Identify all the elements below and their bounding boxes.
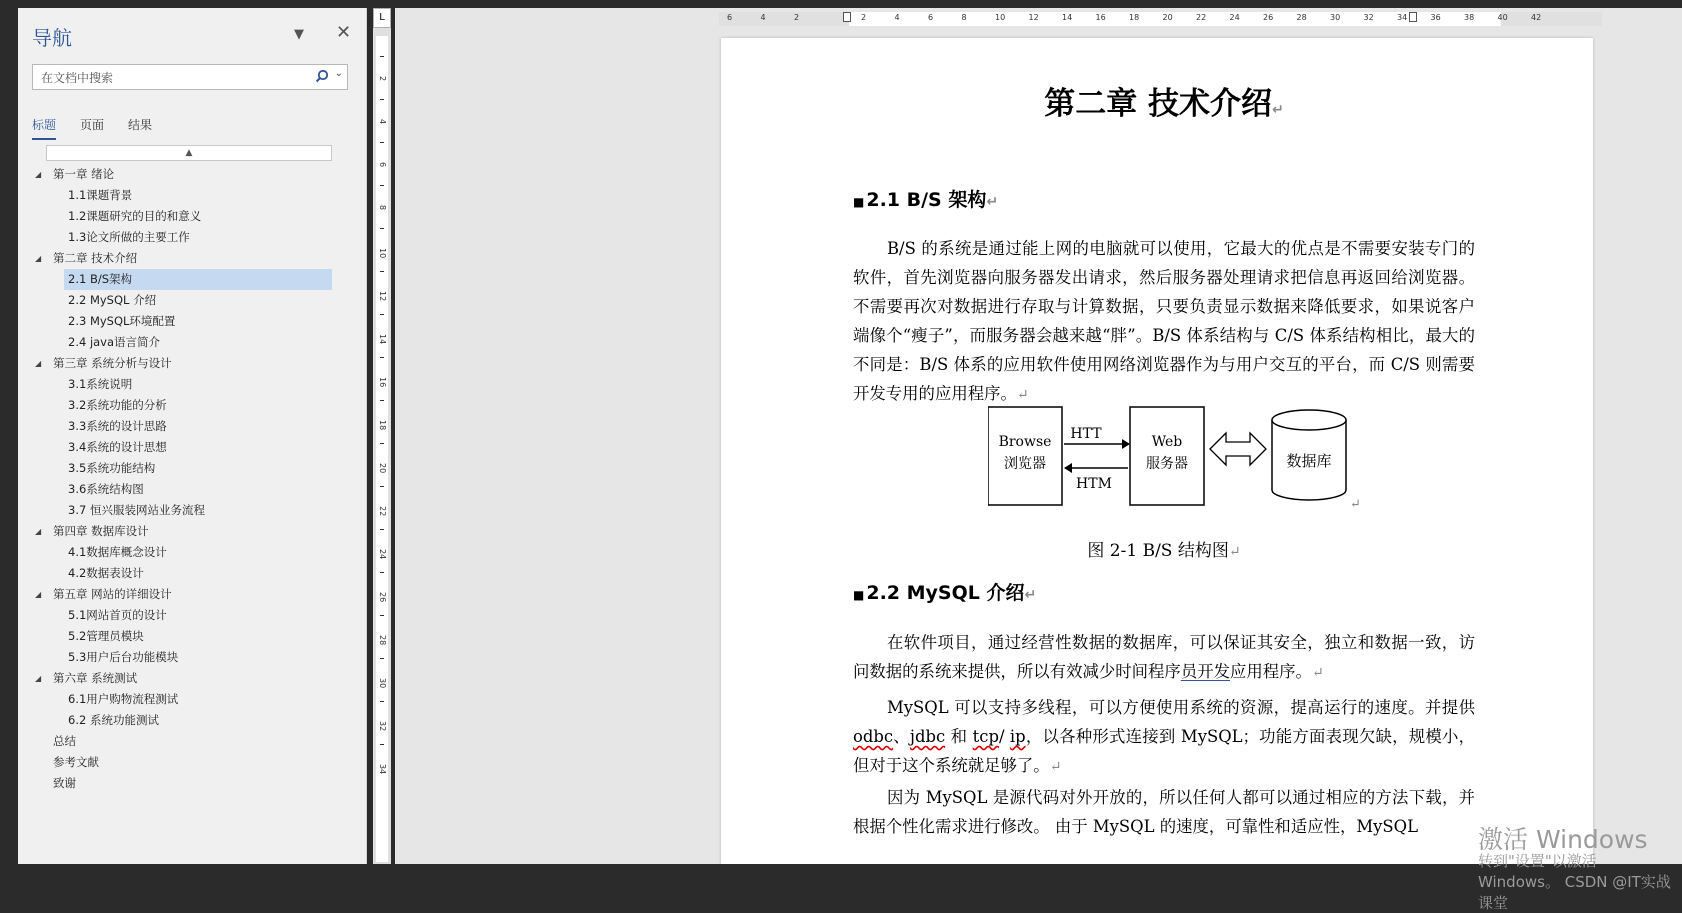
search-icon[interactable] (315, 69, 329, 83)
spelling-flag-odbc[interactable]: odbc (853, 727, 894, 746)
nav-heading-label: 总结 (53, 734, 76, 748)
paragraph-mark: ↵ (1350, 497, 1361, 512)
paragraph-text: 在软件项目，通过经营性数据的数据库，可以保证其安全，独立和数据一致，访问数据的系统来提供，所以有效减少时间程序 (853, 633, 1475, 681)
nav-heading-item[interactable] (18, 710, 366, 731)
ruler-tick-label: 40 (1497, 13, 1508, 22)
ruler-tick-label: 28 (1296, 13, 1307, 22)
response-arrowhead (1064, 463, 1072, 473)
document-page[interactable] (721, 38, 1593, 864)
paragraph-text: B/S 的系统是通过能上网的电脑就可以使用，它最大的优点是不需要安装专门的软件，首先浏览器向服务器发出请求，然后服务器处理请求把信息再返回给浏览器。不需要再次对数据进行存取与计算数据，只要负责显示数据来降低要求，如果说客户端像个“瘦子”，而服务器会越来越“胖”。B/S 体系结构与 C/S 体系结构相比，最大的不同是：B/S 体系的应用软件使用网络浏览器作为与用户交互的平台，而 C/S 则需要开发专用的应用程序。 (853, 239, 1475, 403)
paragraph-mark: ↵ (1049, 759, 1062, 775)
paragraph-text: / (998, 727, 1010, 746)
nav-heading-item[interactable] (18, 521, 366, 542)
nav-heading-item[interactable] (18, 605, 366, 626)
expand-triangle-icon[interactable]: ◢ (35, 359, 42, 368)
ruler-tick-label: 8 (961, 13, 967, 22)
paragraph-mark: ↵ (1024, 587, 1037, 603)
ruler-tick-label: 26 (378, 592, 387, 603)
ruler-tick-label: 6 (378, 162, 387, 168)
paragraph-text: 因为 MySQL 是源代码对外开放的，所以任何人都可以通过相应的方法下载，并根据个性化需求进行修改。 由于 MySQL 的速度，可靠性和适应性，MySQL (853, 788, 1475, 836)
paragraph-text: 、 (893, 727, 910, 746)
ruler-tick-label: 4 (760, 13, 766, 22)
browser-label-line2: 浏览器 (1004, 456, 1046, 472)
ruler-tick-label: 18 (378, 420, 387, 431)
nav-heading-label: 致谢 (53, 776, 76, 790)
ruler-tick-label: 24 (1229, 13, 1240, 22)
double-arrow-icon (1210, 433, 1266, 465)
paragraph-text: 应用程序。 (1229, 662, 1312, 681)
document-area (395, 8, 1682, 864)
nav-heading-item[interactable] (18, 647, 366, 668)
ruler-tick-mark (380, 56, 384, 57)
nav-heading-label: 2.3 MySQL环境配置 (68, 314, 176, 328)
ruler-tick-mark (380, 357, 384, 358)
ruler-tick-label: 34 (378, 764, 387, 775)
body-paragraph-1 (853, 234, 1475, 410)
ruler-tick-label: 8 (378, 205, 387, 211)
expand-triangle-icon[interactable]: ◢ (35, 170, 42, 179)
ruler-tick-mark (380, 658, 384, 659)
server-label-line1: Web (1151, 434, 1183, 450)
nav-heading-label: 第三章 系统分析与设计 (53, 356, 172, 370)
response-label: HTM (1076, 476, 1112, 492)
ruler-tick-label: 32 (378, 721, 387, 732)
chapter-title (853, 78, 1475, 123)
ruler-tick-mark (380, 314, 384, 315)
ruler-tick-label: 38 (1464, 13, 1475, 22)
nav-heading-item[interactable] (18, 206, 366, 227)
body-paragraph-4 (853, 783, 1475, 841)
nav-heading-item[interactable] (18, 332, 366, 353)
ruler-tick-label: 34 (1397, 13, 1408, 22)
nav-heading-item[interactable] (18, 227, 366, 248)
nav-heading-item[interactable] (18, 437, 366, 458)
ruler-tick-label: 14 (1062, 13, 1073, 22)
figure-caption-text: 图 2-1 B/S 结构图 (1087, 541, 1229, 561)
nav-heading-label: 3.2系统功能的分析 (68, 398, 167, 412)
nav-heading-label: 6.2 系统功能测试 (68, 713, 159, 727)
navigation-pane (18, 8, 367, 864)
ruler-tick-mark (380, 271, 384, 272)
right-indent-marker[interactable] (1409, 12, 1417, 22)
bullet-dot-icon: ■ (853, 195, 865, 209)
expand-triangle-icon[interactable]: ◢ (35, 527, 42, 536)
server-label-line2: 服务器 (1146, 456, 1188, 472)
ruler-tick-label: 32 (1363, 13, 1374, 22)
ruler-tick-mark (380, 572, 384, 573)
tab-selector-button[interactable]: L (373, 8, 391, 28)
tab-pages[interactable]: 页面 (80, 118, 105, 132)
nav-heading-item[interactable] (18, 185, 366, 206)
nav-heading-item[interactable] (18, 248, 366, 269)
database-cylinder-top (1272, 410, 1346, 430)
paragraph-mark: ↵ (1228, 544, 1241, 560)
nav-heading-item[interactable] (18, 542, 366, 563)
paragraph-mark: ↵ (1016, 387, 1029, 403)
bullet-dot-icon: ■ (853, 588, 865, 602)
ruler-tick-label: 24 (378, 549, 387, 560)
nav-heading-item[interactable] (18, 374, 366, 395)
ruler-tick-label: 2 (378, 76, 387, 82)
section-title-text: 2.1 B/S 架构 (866, 189, 987, 211)
nav-heading-item[interactable] (18, 164, 366, 185)
ruler-tick-label: 20 (1162, 13, 1173, 22)
nav-heading-label: 3.7 恒兴服装网站业务流程 (68, 503, 205, 517)
ruler-tick-mark (380, 615, 384, 616)
chapter-title-text: 第二章 技术介绍 (1044, 86, 1273, 122)
nav-heading-item[interactable] (18, 311, 366, 332)
nav-heading-item[interactable] (18, 731, 366, 752)
nav-heading-label: 第一章 绪论 (53, 167, 115, 181)
spelling-flag-tcp[interactable]: tcp (972, 727, 999, 746)
heading-tree (18, 164, 366, 794)
ruler-tick-label: 18 (1129, 13, 1140, 22)
ruler-tick-mark (380, 99, 384, 100)
nav-heading-label: 2.2 MySQL 介绍 (68, 293, 157, 307)
ruler-tick-label: 6 (727, 13, 733, 22)
bs-architecture-diagram (988, 406, 1368, 518)
nav-heading-item[interactable] (18, 479, 366, 500)
request-label: HTT (1070, 426, 1102, 442)
nav-heading-label: 1.3论文所做的主要工作 (68, 230, 190, 244)
body-paragraph-3 (853, 693, 1475, 782)
nav-heading-item[interactable] (18, 290, 366, 311)
paragraph-mark: ↵ (1272, 102, 1284, 118)
ruler-tick-label: 16 (1095, 13, 1106, 22)
ruler-tick-label: 16 (378, 377, 387, 388)
activation-watermark-subtitle: 转到"设置"以激活 Windows。 CSDN @IT实战课堂 (1478, 852, 1671, 912)
nav-heading-item[interactable] (18, 458, 366, 479)
ruler-tick-mark (380, 701, 384, 702)
nav-heading-item[interactable] (18, 353, 366, 374)
ruler-tick-label: 42 (1531, 13, 1542, 22)
body-paragraph-2 (853, 628, 1475, 688)
ruler-tick-mark (380, 228, 384, 229)
request-arrowhead (1122, 439, 1130, 449)
nav-heading-label: 3.3系统的设计思路 (68, 419, 167, 433)
expand-triangle-icon[interactable]: ◢ (35, 674, 42, 683)
spelling-flag-jdbc[interactable]: jdbc (909, 727, 946, 746)
ruler-tick-mark (380, 142, 384, 143)
ruler-tick-mark (380, 400, 384, 401)
ruler-tick-label: 14 (378, 334, 387, 345)
nav-heading-label: 第二章 技术介绍 (53, 251, 138, 265)
ruler-tick-mark (380, 486, 384, 487)
section-title-text: 2.2 MySQL 介绍 (866, 582, 1025, 604)
expand-triangle-icon[interactable]: ◢ (35, 254, 42, 263)
left-indent-marker[interactable] (843, 12, 851, 22)
nav-heading-item[interactable] (18, 773, 366, 794)
ruler-tick-label: 22 (1196, 13, 1207, 22)
nav-heading-label: 第六章 系统测试 (53, 671, 138, 685)
nav-heading-label: 3.5系统功能结构 (68, 461, 156, 475)
ruler-tick-label: 12 (378, 291, 387, 302)
nav-heading-item[interactable] (18, 668, 366, 689)
grammar-flag-text[interactable]: 员开发 (1180, 662, 1230, 681)
nav-heading-label: 3.6系统结构图 (68, 482, 144, 496)
nav-heading-item[interactable] (18, 563, 366, 584)
tab-results[interactable]: 结果 (128, 118, 153, 132)
nav-heading-label: 2.1 B/S架构 (68, 272, 133, 286)
nav-heading-item[interactable] (18, 752, 366, 773)
ruler-tick-mark (380, 185, 384, 186)
search-box (32, 64, 348, 90)
browser-label-line1: Browse (998, 434, 1052, 450)
nav-heading-item[interactable] (18, 500, 366, 521)
nav-heading-label: 第五章 网站的详细设计 (53, 587, 172, 601)
figure-caption (853, 536, 1475, 561)
ruler-tick-mark (380, 529, 384, 530)
ruler-tick-label: 30 (378, 678, 387, 689)
ruler-tick-label: 10 (995, 13, 1006, 22)
paragraph-text: 和 (945, 727, 973, 746)
nav-heading-label: 参考文献 (53, 755, 99, 769)
nav-heading-label: 3.1系统说明 (68, 377, 133, 391)
nav-heading-label: 第四章 数据库设计 (53, 524, 149, 538)
nav-options-chevron-down-icon[interactable]: ▼ (294, 27, 304, 42)
ruler-tick-mark (380, 744, 384, 745)
nav-heading-label: 4.2数据表设计 (68, 566, 144, 580)
ruler-tick-label: 6 (928, 13, 934, 22)
ruler-tick-label: 22 (378, 506, 387, 517)
ruler-tick-label: 20 (378, 463, 387, 474)
ruler-tick-label: 26 (1263, 13, 1274, 22)
paragraph-mark: ↵ (1311, 665, 1324, 681)
ruler-tick-label: 2 (794, 13, 800, 22)
nav-heading-label: 5.2管理员模块 (68, 629, 144, 643)
nav-heading-item[interactable] (18, 395, 366, 416)
search-input[interactable] (39, 66, 303, 90)
ruler-tick-label: 36 (1430, 13, 1441, 22)
ruler-tick-mark (380, 443, 384, 444)
nav-heading-label: 4.1数据库概念设计 (68, 545, 167, 559)
collapse-all-button[interactable]: ▲ (46, 145, 332, 161)
horizontal-ruler (719, 12, 1602, 26)
database-label: 数据库 (1286, 452, 1332, 470)
spelling-flag-ip[interactable]: ip (1009, 727, 1026, 746)
paragraph-mark: ↵ (986, 194, 999, 210)
ruler-tick-label: 28 (378, 635, 387, 646)
nav-heading-item[interactable] (18, 689, 366, 710)
ruler-tick-label: 2 (861, 13, 867, 22)
nav-heading-label: 2.4 java语言简介 (68, 335, 161, 349)
vertical-ruler (373, 8, 391, 864)
search-options-chevron-down-icon[interactable]: ⌄ (334, 68, 343, 79)
nav-heading-item[interactable] (18, 584, 366, 605)
paragraph-text: MySQL 可以支持多线程，可以方便使用系统的资源，提高运行的速度。并提供 (887, 698, 1475, 717)
section-heading-2-1 (853, 185, 998, 212)
ruler-tick-label: 4 (894, 13, 900, 22)
nav-heading-item[interactable] (18, 416, 366, 437)
nav-heading-label: 1.1课题背景 (68, 188, 133, 202)
ruler-tick-label: 12 (1028, 13, 1039, 22)
nav-heading-label: 3.4系统的设计思想 (68, 440, 167, 454)
section-heading-2-2 (853, 578, 1036, 605)
nav-tabs (32, 116, 176, 140)
vertical-ruler-strip (376, 36, 388, 862)
ruler-tick-label: 10 (378, 248, 387, 259)
paragraph-text: ，以各种形式连接到 MySQL；功能方面表现欠缺，规模小，但对于这个系统就足够了。 (853, 727, 1476, 775)
nav-title: 导航 (32, 26, 72, 50)
activation-watermark-title: 激活 Windows (1478, 825, 1648, 854)
nav-heading-label: 6.1用户购物流程测试 (68, 692, 179, 706)
expand-triangle-icon[interactable]: ◢ (35, 590, 42, 599)
nav-heading-label: 5.1网站首页的设计 (68, 608, 167, 622)
nav-close-icon[interactable]: ✕ (336, 22, 352, 43)
nav-heading-item[interactable] (18, 626, 366, 647)
ruler-tick-label: 30 (1330, 13, 1341, 22)
nav-heading-label: 1.2课题研究的目的和意义 (68, 209, 202, 223)
nav-heading-label: 5.3用户后台功能模块 (68, 650, 179, 664)
ruler-tick-label: 4 (378, 119, 387, 125)
nav-heading-item[interactable] (64, 269, 332, 290)
tab-headings[interactable]: 标题 (32, 116, 56, 140)
